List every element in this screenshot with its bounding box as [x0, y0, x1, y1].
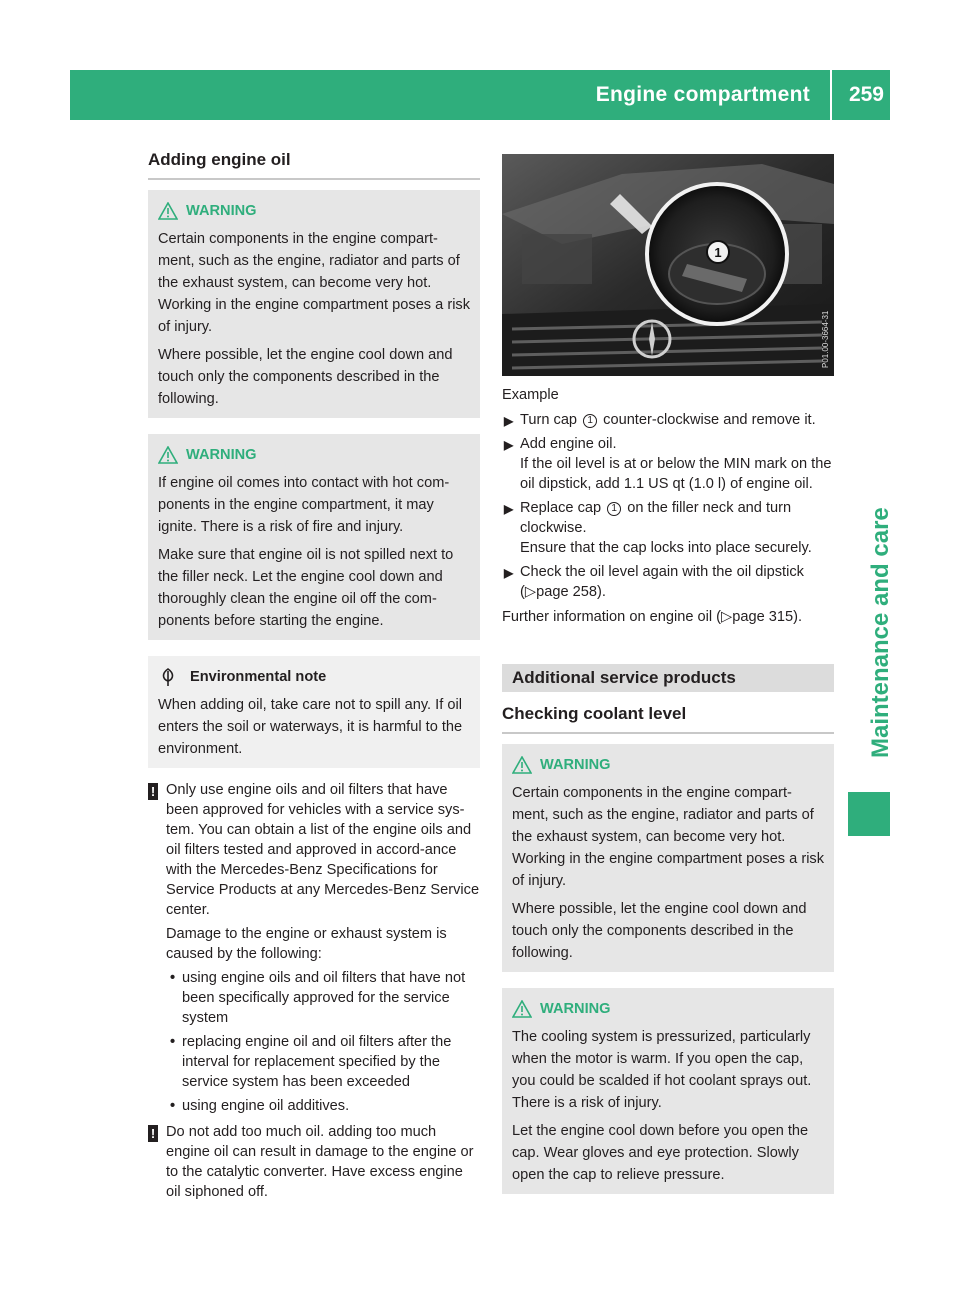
warning-triangle-icon	[512, 756, 532, 774]
warning-text: Where possible, let the engine cool down and touch only the components described in the following.	[158, 347, 453, 407]
bullet-icon: •	[170, 970, 176, 986]
list-item: • using engine oil additives.	[170, 1098, 350, 1114]
section-band-additional-products: Additional service products	[502, 664, 834, 692]
environment-leaf-icon	[158, 667, 178, 687]
warning-text: Certain components in the engine compart-ment, such as the engine, radiator and parts of the exhaust system, can become very hot. Working in the engine compartment poses a risk of injury.	[158, 231, 471, 335]
warning-title: WARNING	[540, 1001, 611, 1017]
warning-text: If engine oil comes into contact with hot com-ponents in the engine compartment, it may ignite. There is a risk of fire and injury.	[158, 475, 450, 535]
right-column	[502, 154, 834, 1194]
procedure-step: ▶ Replace cap 1 on the filler neck and turn clockwise. Ensure that the cap locks into place securely.	[504, 500, 812, 556]
list-item: • using engine oils and oil filters that have not been specifically approved for the service system	[170, 970, 466, 1026]
caution-note-approved-oils	[148, 780, 480, 1116]
page-number: 259	[848, 83, 884, 106]
warning-text: The cooling system is pressurized, particularly when the motor is warm. If you open the cap, you could be scalded if hot coolant sprays out. There is a risk of injury.	[512, 1029, 812, 1111]
warning-triangle-icon	[158, 202, 178, 220]
step-arrow-icon: ▶	[504, 566, 514, 580]
callout-number-icon: 1	[583, 414, 597, 428]
environmental-note-text: When adding oil, take care not to spill any. If oil enters the soil or waterways, it is harmful to the environment.	[158, 697, 463, 757]
note-text: Only use engine oils and oil filters that have been approved for vehicles with a service sys-tem. You can obtain a list of the engine oils and oil filters tested and approved in accord-ance with the Mercedes-Benz Specifications for Service Products at any Mercedes-Benz Service center.	[166, 782, 480, 918]
warning-header	[512, 998, 828, 1020]
warning-title: WARNING	[186, 447, 257, 463]
bullet-icon: •	[170, 1034, 176, 1050]
warning-triangle-icon	[158, 446, 178, 464]
warning-title: WARNING	[540, 757, 611, 773]
caution-note-too-much-oil	[148, 1122, 480, 1202]
environmental-note-box	[148, 656, 480, 768]
header-bar	[70, 70, 890, 120]
page-title: Engine compartment	[595, 83, 810, 106]
image-callout: 1	[714, 245, 722, 260]
list-item: • replacing engine oil and oil filters after the interval for replacement specified by the service system has been exceeded	[170, 1034, 452, 1090]
warning-text: Make sure that engine oil is not spilled next to the filler neck. Let the engine cool down and thoroughly clean the engine oil off the com-ponents before starting the engine.	[158, 547, 454, 629]
warning-text: Certain components in the engine compart-ment, such as the engine, radiator and parts of the exhaust system, can become very hot. Working in the engine compartment poses a risk of injury.	[512, 785, 825, 889]
procedure-step: ▶ Turn cap 1 counter-clockwise and remove it.	[502, 410, 834, 430]
exclamation-icon: !	[148, 783, 158, 800]
warning-box-hot-components	[148, 190, 480, 418]
procedure-step: ▶ Add engine oil. If the oil level is at or below the MIN mark on the oil dipstick, add 1.1 US qt (1.0 l) of engine oil.	[504, 436, 832, 492]
side-tab-label: Maintenance and care	[867, 507, 894, 758]
procedure-steps	[502, 410, 834, 602]
side-tab-marker	[848, 792, 890, 836]
image-code: P01.00-3664-31	[821, 310, 830, 368]
warning-triangle-icon	[512, 1000, 532, 1018]
warning-box-oil-fire	[148, 434, 480, 640]
page-reference-link[interactable]: page 315).	[732, 609, 803, 625]
environmental-note-title: Environmental note	[190, 669, 327, 685]
procedure-step: ▶ Check the oil level again with the oil dipstick (▷page 258).	[504, 564, 804, 600]
section-title-coolant: Checking coolant level	[502, 702, 834, 734]
bullet-icon: •	[170, 1098, 176, 1114]
warning-text: Where possible, let the engine cool down and touch only the components described in the following.	[512, 901, 807, 961]
note-text: Do not add too much oil. adding too much engine oil can result in damage to the engine or to the catalytic converter. Have excess engine oil siphoned off.	[166, 1124, 474, 1200]
warning-text: Let the engine cool down before you open the cap. Wear gloves and eye protection. Slowly open the cap to relieve pressure.	[512, 1123, 809, 1183]
further-information: Further information on engine oil (▷page 315).	[502, 609, 803, 625]
step-arrow-icon: ▶	[504, 414, 514, 428]
step-arrow-icon: ▶	[504, 438, 514, 452]
step-arrow-icon: ▶	[504, 502, 514, 516]
page-ref-arrow-icon: ▷	[721, 609, 733, 625]
page-ref-arrow-icon: ▷	[524, 584, 537, 600]
warning-box-pressurized	[502, 988, 834, 1194]
warning-title: WARNING	[186, 203, 257, 219]
warning-header	[158, 200, 474, 222]
left-column	[148, 148, 480, 1206]
environmental-note-header	[158, 666, 474, 688]
section-title-adding-oil: Adding engine oil	[148, 148, 480, 180]
warning-box-hot-components	[502, 744, 834, 972]
exclamation-icon: !	[148, 1125, 158, 1142]
warning-header	[158, 444, 474, 466]
warning-header	[512, 754, 828, 776]
page-reference-link[interactable]: page 258).	[536, 584, 606, 600]
image-caption: Example	[502, 387, 559, 403]
callout-number-icon: 1	[607, 502, 621, 516]
note-text: Damage to the engine or exhaust system is caused by the following:	[166, 926, 447, 962]
engine-oil-cap-photo	[502, 154, 834, 376]
header-divider	[830, 70, 832, 120]
